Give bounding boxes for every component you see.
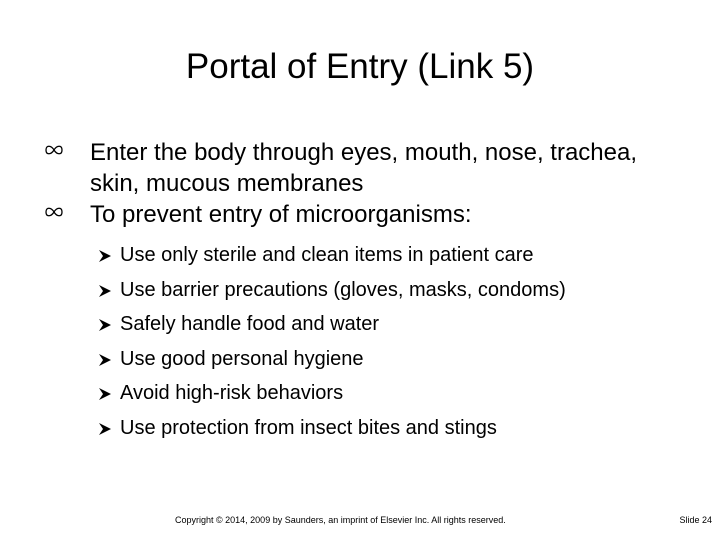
sub-bullet-text: Use good personal hygiene [120, 347, 364, 370]
infinity-bullet-icon [44, 140, 64, 160]
copyright-notice: Copyright © 2014, 2009 by Saunders, an imprint of Elsevier Inc. All rights reserved. [175, 515, 506, 525]
bullet-text: To prevent entry of microorganisms: [90, 201, 472, 228]
arrowhead-bullet-icon [98, 249, 112, 263]
sub-bullet-list [40, 238, 690, 446]
slide-title: Portal of Entry (Link 5) [185, 47, 535, 86]
bullet-list [40, 137, 690, 446]
arrowhead-bullet-icon [98, 422, 112, 436]
bullet-item [40, 137, 690, 199]
sub-bullet-text: Safely handle food and water [120, 313, 380, 336]
sub-bullet-item [40, 411, 690, 446]
sub-bullet-text: Use protection from insect bites and stings [120, 416, 497, 439]
slide-footer [0, 515, 720, 529]
bullet-text: Enter the body through eyes, mouth, nose, trachea, skin, mucous membranes [90, 139, 638, 197]
sub-bullet-item [40, 273, 690, 308]
slide-number: Slide 24 [679, 515, 712, 525]
sub-bullet-text: Use barrier precautions (gloves, masks, condoms) [120, 278, 566, 301]
arrowhead-bullet-icon [98, 387, 112, 401]
arrowhead-bullet-icon [98, 353, 112, 367]
sub-bullet-item [40, 342, 690, 377]
infinity-bullet-icon [44, 202, 64, 222]
bullet-item [40, 199, 690, 230]
arrowhead-bullet-icon [98, 284, 112, 298]
sub-bullet-text: Avoid high-risk behaviors [120, 382, 344, 405]
sub-bullet-text: Use only sterile and clean items in patient care [120, 244, 534, 266]
sub-bullet-item [40, 376, 690, 411]
sub-bullet-item [40, 307, 690, 342]
arrowhead-bullet-icon [98, 318, 112, 332]
sub-bullet-item [40, 238, 690, 273]
